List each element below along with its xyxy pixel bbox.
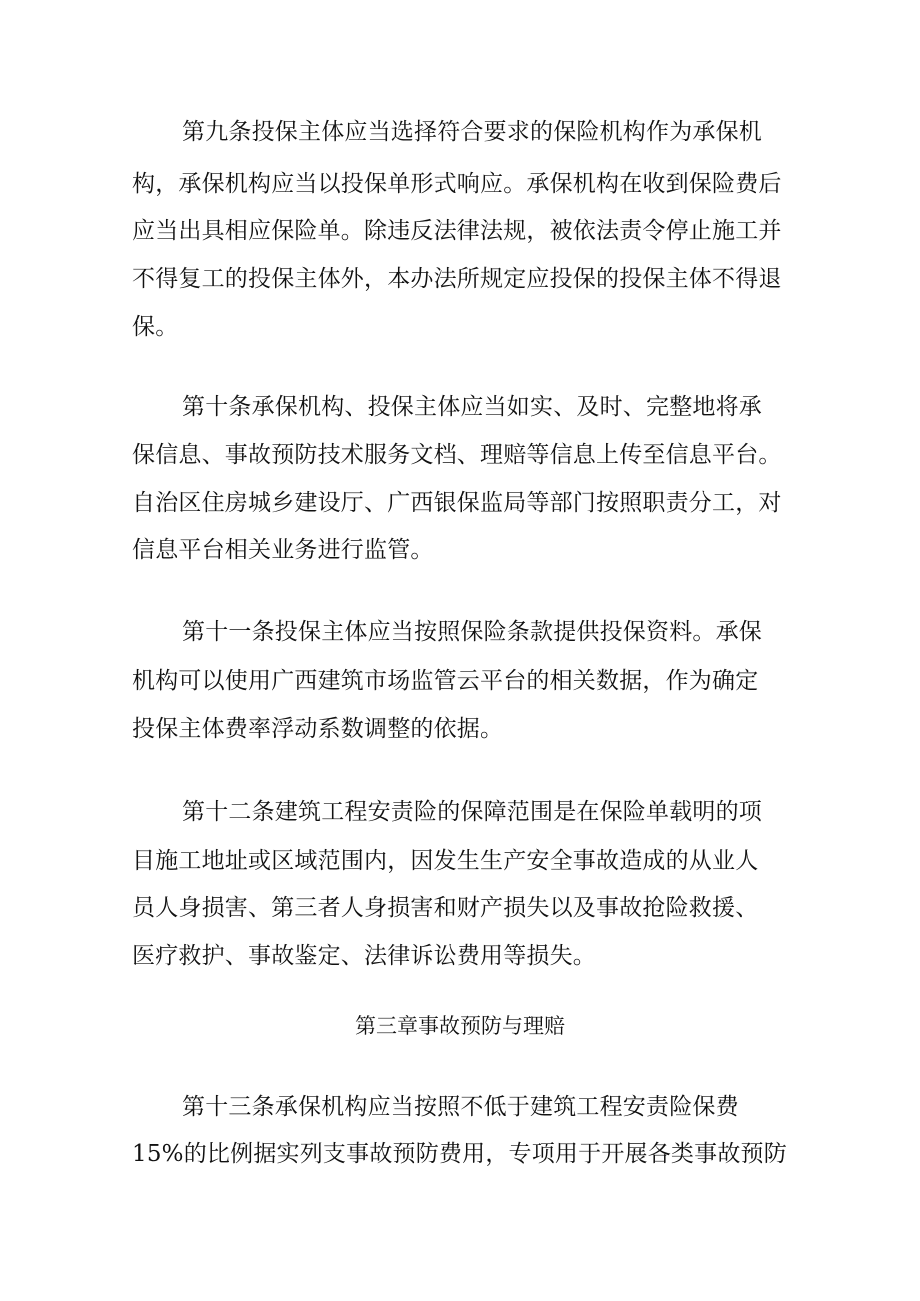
paragraph-line: 15%的比例据实列支事故预防费用，专项用于开展各类事故预防 — [132, 1141, 787, 1167]
paragraph-line: 保信息、事故预防技术服务文档、理赔等信息上传至信息平台。 — [132, 442, 782, 468]
paragraph-line: 机构可以使用广西建筑市场监管云平台的相关数据，作为确定 — [132, 668, 759, 694]
paragraph-line: 投保主体费率浮动系数调整的依据。 — [132, 716, 504, 742]
paragraph-line: 不得复工的投保主体外，本办法所规定应投保的投保主体不得退 — [132, 266, 782, 292]
paragraph-line: 信息平台相关业务进行监管。 — [132, 537, 434, 563]
paragraph-line: 第十条承保机构、投保主体应当如实、及时、完整地将承 — [182, 394, 762, 420]
paragraph-line: 目施工地址或区域范围内，因发生生产安全事故造成的从业人 — [132, 848, 759, 874]
paragraph-line: 构，承保机构应当以投保单形式响应。承保机构在收到保险费后 — [132, 171, 782, 197]
paragraph-line: 第十一条投保主体应当按照保险条款提供投保资料。承保 — [182, 619, 762, 645]
paragraph-line: 自治区住房城乡建设厅、广西银保监局等部门按照职责分工，对 — [132, 490, 782, 516]
paragraph-line: 第十二条建筑工程安责险的保障范围是在保险单载明的项 — [182, 799, 762, 825]
paragraph-line: 医疗救护、事故鉴定、法律诉讼费用等损失。 — [132, 943, 596, 969]
chapter-heading: 第三章事故预防与理赔 — [355, 1014, 565, 1038]
paragraph-line: 第九条投保主体应当选择符合要求的保险机构作为承保机 — [182, 119, 762, 145]
paragraph-line: 保。 — [132, 314, 179, 340]
paragraph-line: 应当出具相应保险单。除违反法律法规，被依法责令停止施工并 — [132, 218, 782, 244]
paragraph-line: 第十三条承保机构应当按照不低于建筑工程安责险保费 — [182, 1094, 739, 1120]
paragraph-line: 员人身损害、第三者人身损害和财产损失以及事故抢险救援、 — [132, 895, 759, 921]
